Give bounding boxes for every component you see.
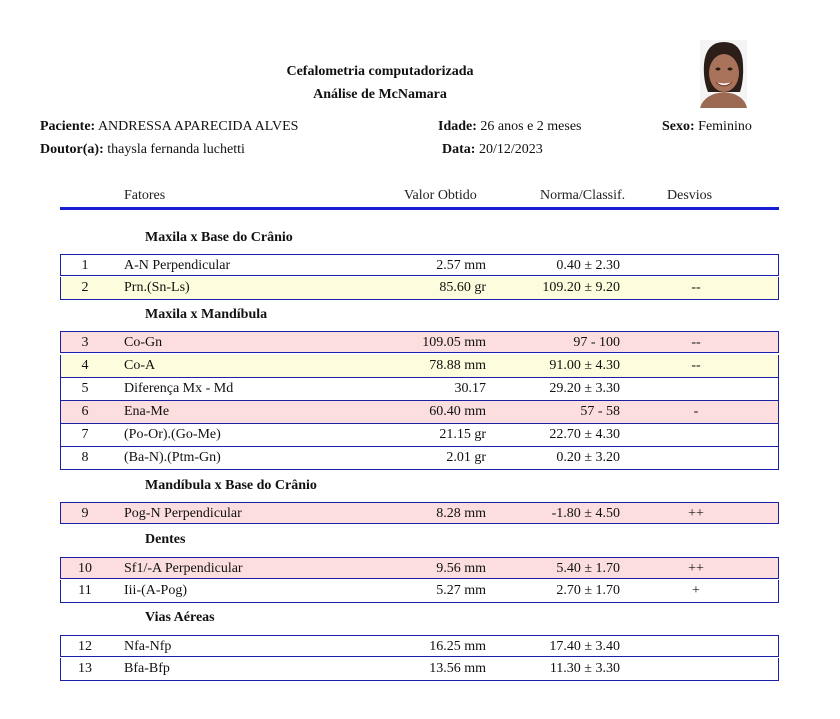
doctor-name: thaysla fernanda luchetti xyxy=(107,142,245,157)
row-factor: Ena-Me xyxy=(124,404,170,419)
row-norm: 0.40 ± 2.30 xyxy=(556,258,620,273)
table-row xyxy=(60,635,779,657)
row-factor: (Po-Or).(Go-Me) xyxy=(124,427,221,442)
row-number: 3 xyxy=(81,335,89,350)
table-row xyxy=(60,254,779,276)
row-value: 5.27 mm xyxy=(436,583,486,598)
sex-line xyxy=(662,119,752,135)
table-row xyxy=(60,331,779,353)
row-deviation: -- xyxy=(691,280,701,295)
table-row xyxy=(60,401,779,424)
row-number: 7 xyxy=(81,427,89,442)
row-value: 85.60 gr xyxy=(439,280,486,295)
row-value: 9.56 mm xyxy=(436,561,486,576)
row-factor: Pog-N Perpendicular xyxy=(124,506,242,521)
row-norm: 2.70 ± 1.70 xyxy=(556,583,620,598)
patient-label: Paciente: xyxy=(40,119,96,134)
row-factor: A-N Perpendicular xyxy=(124,258,231,273)
row-number: 10 xyxy=(78,561,92,576)
date-label: Data: xyxy=(442,142,476,157)
patient-photo xyxy=(700,40,747,108)
age-line xyxy=(438,119,582,135)
row-norm: 97 - 100 xyxy=(573,335,620,350)
row-value: 8.28 mm xyxy=(436,506,486,521)
table-row xyxy=(60,658,779,681)
section-mandibula-base: Mandíbula x Base do Crânio xyxy=(145,478,317,493)
row-number: 5 xyxy=(81,381,89,396)
row-value: 30.17 xyxy=(454,381,486,396)
row-number: 9 xyxy=(81,506,89,521)
row-norm: 17.40 ± 3.40 xyxy=(549,639,620,654)
age-value: 26 anos e 2 meses xyxy=(480,119,582,134)
doctor-label: Doutor(a): xyxy=(40,142,104,157)
row-value: 2.01 gr xyxy=(446,450,486,465)
table-row xyxy=(60,355,779,378)
row-deviation: ++ xyxy=(688,561,704,576)
section-dentes: Dentes xyxy=(145,532,186,547)
header-divider xyxy=(60,207,779,210)
table-row xyxy=(60,580,779,603)
row-deviation: -- xyxy=(691,335,701,350)
patient-name: ANDRESSA APARECIDA ALVES xyxy=(97,119,299,134)
row-deviation: - xyxy=(693,404,699,419)
row-value: 13.56 mm xyxy=(429,661,486,676)
col-header-norma: Norma/Classif. xyxy=(540,188,626,203)
report-subtitle: Análise de McNamara xyxy=(313,87,447,102)
patient-name-line xyxy=(40,119,298,135)
row-number: 8 xyxy=(81,450,89,465)
row-value: 16.25 mm xyxy=(429,639,486,654)
row-value: 60.40 mm xyxy=(429,404,486,419)
row-norm: 5.40 ± 1.70 xyxy=(556,561,620,576)
table-row xyxy=(60,502,779,524)
row-number: 4 xyxy=(81,358,89,373)
row-value: 2.57 mm xyxy=(436,258,486,273)
section-maxila-base: Maxila x Base do Crânio xyxy=(145,230,293,245)
row-number: 12 xyxy=(78,639,92,654)
date-line xyxy=(442,142,543,158)
row-norm: 109.20 ± 9.20 xyxy=(542,280,620,295)
row-norm: 11.30 ± 3.30 xyxy=(549,661,620,676)
row-deviation: -- xyxy=(691,358,701,373)
row-number: 13 xyxy=(78,661,92,676)
table-row xyxy=(60,424,779,447)
sex-label: Sexo: xyxy=(662,119,695,134)
row-factor: Co-Gn xyxy=(124,335,163,350)
sex-value: Feminino xyxy=(698,119,752,134)
row-norm: 29.20 ± 3.30 xyxy=(549,381,620,396)
section-vias-aereas: Vias Aéreas xyxy=(145,610,215,625)
row-norm: 57 - 58 xyxy=(580,404,620,419)
date-value: 20/12/2023 xyxy=(478,142,543,157)
row-factor: (Ba-N).(Ptm-Gn) xyxy=(124,450,221,465)
col-header-fatores: Fatores xyxy=(124,188,166,203)
row-value: 21.15 gr xyxy=(439,427,486,442)
row-value: 78.88 mm xyxy=(429,358,486,373)
row-number: 1 xyxy=(81,258,89,273)
row-norm: 22.70 ± 4.30 xyxy=(549,427,620,442)
col-header-desvios: Desvios xyxy=(667,188,713,203)
row-factor: Bfa-Bfp xyxy=(124,661,170,676)
row-norm: -1.80 ± 4.50 xyxy=(551,506,620,521)
row-number: 6 xyxy=(81,404,89,419)
row-norm: 0.20 ± 3.20 xyxy=(556,450,620,465)
age-label: Idade: xyxy=(438,119,477,134)
doctor-line xyxy=(40,142,245,158)
row-factor: Diferença Mx - Md xyxy=(124,381,234,396)
section-maxila-mandibula: Maxila x Mandíbula xyxy=(145,307,268,322)
row-factor: Iii-(A-Pog) xyxy=(124,583,187,598)
row-number: 11 xyxy=(78,583,92,598)
row-factor: Prn.(Sn-Ls) xyxy=(124,280,190,295)
row-factor: Co-A xyxy=(124,358,156,373)
row-value: 109.05 mm xyxy=(422,335,486,350)
report-title: Cefalometria computadorizada xyxy=(286,64,474,79)
row-deviation: + xyxy=(692,583,700,598)
table-row xyxy=(60,378,779,401)
row-factor: Nfa-Nfp xyxy=(124,639,172,654)
row-deviation: ++ xyxy=(688,506,704,521)
table-row xyxy=(60,277,779,300)
row-factor: Sf1/-A Perpendicular xyxy=(124,561,243,576)
row-number: 2 xyxy=(81,280,89,295)
table-row xyxy=(60,447,779,470)
row-norm: 91.00 ± 4.30 xyxy=(549,358,620,373)
table-row xyxy=(60,557,779,579)
col-header-valor: Valor Obtido xyxy=(404,188,477,203)
